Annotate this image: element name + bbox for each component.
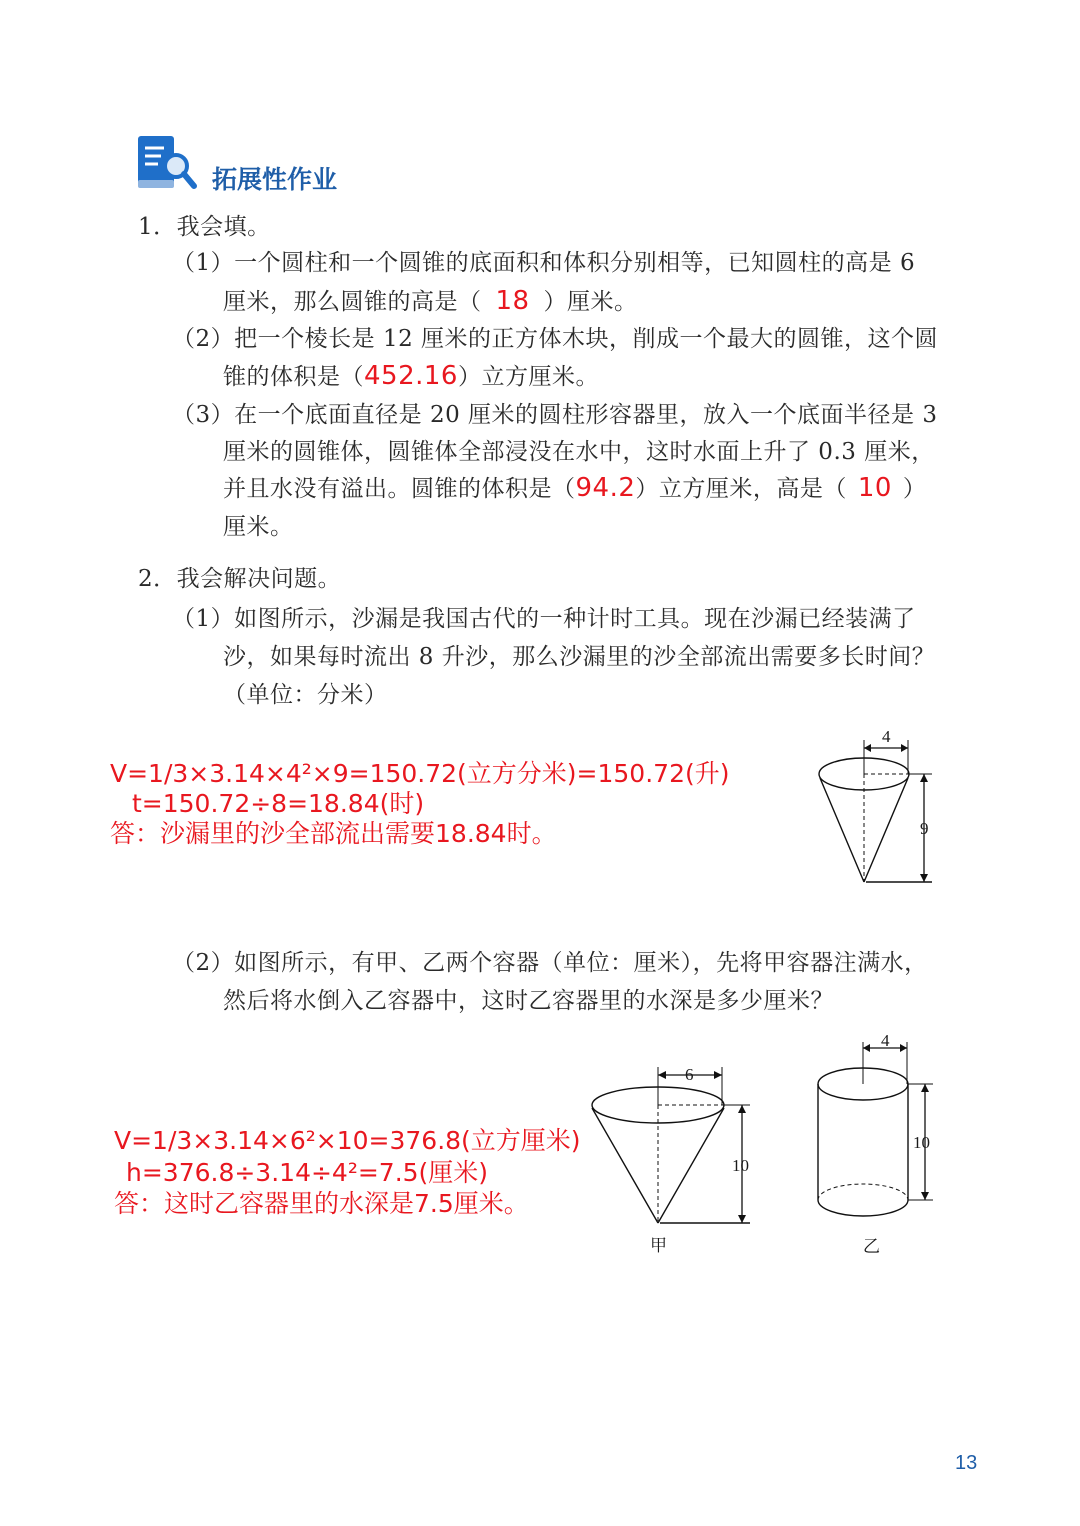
q1-2-answer: 452.16 [364, 361, 458, 391]
hourglass-cone-figure [810, 722, 950, 894]
container-b-radius-label: 4 [881, 1031, 890, 1050]
page-number: 13 [955, 1452, 978, 1474]
q1-2-line2-pre: 锥的体积是（ [223, 364, 364, 390]
q1-3-line3-post: ） [902, 476, 927, 502]
q2-1-line2: 沙，如果每时流出 8 升沙，那么沙漏里的沙全部流出需要多长时间？ [223, 644, 936, 670]
q1-3-answer2: 10 [857, 473, 892, 503]
q1-1-line1: （1）一个圆柱和一个圆锥的底面积和体积分别相等，已知圆柱的高是 6 [172, 250, 916, 276]
q2-1-line3: （单位：分米） [223, 682, 388, 708]
q2-1-calc1: V=1/3×3.14×4²×9=150.72(立方分米)=150.72(升) [110, 759, 730, 788]
container-a-label: 甲 [650, 1236, 667, 1255]
container-a-figure [582, 1055, 772, 1265]
cone-height-label: 9 [920, 819, 929, 838]
book-search-icon [134, 134, 198, 192]
section-title: 拓展性作业 [212, 165, 338, 194]
q1-1-line2-post: ）厘米。 [543, 289, 638, 315]
q1-2-line2 [223, 358, 599, 391]
q2-1-calc2: t=150.72÷8=18.84(时) [132, 789, 425, 818]
container-b-label: 乙 [863, 1237, 880, 1256]
q2-2-line2: 然后将水倒入乙容器中，这时乙容器里的水深是多少厘米？ [223, 988, 834, 1014]
q1-3-line3 [223, 470, 926, 503]
q1-1-line2 [223, 283, 638, 316]
container-b-height-label: 10 [913, 1133, 930, 1152]
q1-2-line2-post: ）立方厘米。 [457, 364, 599, 390]
q1-3-answer1: 94.2 [575, 473, 636, 503]
q1-3-line4: 厘米。 [223, 514, 294, 540]
q1-title: 1．我会填。 [138, 214, 271, 240]
container-a-radius-label: 6 [685, 1065, 694, 1084]
q2-2-calc2: h=376.8÷3.14÷4²=7.5(厘米) [126, 1158, 489, 1187]
q2-1-line1: （1）如图所示，沙漏是我国古代的一种计时工具。现在沙漏已经装满了 [172, 606, 916, 632]
q2-1-calc3: 答：沙漏里的沙全部流出需要18.84时。 [110, 819, 557, 848]
q1-2-line1: （2）把一个棱长是 12 厘米的正方体木块，削成一个最大的圆锥，这个圆 [172, 326, 939, 352]
q2-2-line1: （2）如图所示，有甲、乙两个容器（单位：厘米），先将甲容器注满水， [172, 950, 928, 976]
container-b-figure [805, 1028, 955, 1263]
q1-1-line2-pre: 厘米，那么圆锥的高是（ [223, 289, 482, 315]
q2-title: 2．我会解决问题。 [138, 566, 342, 592]
q1-3-line3-pre: 并且水没有溢出。圆锥的体积是（ [223, 476, 576, 502]
q1-3-line2: 厘米的圆锥体，圆锥体全部浸没在水中，这时水面上升了 0.3 厘米， [223, 439, 935, 465]
q1-3-line1: （3）在一个底面直径是 20 厘米的圆柱形容器里，放入一个底面半径是 3 [172, 402, 938, 428]
q2-2-calc3: 答：这时乙容器里的水深是7.5厘米。 [114, 1189, 529, 1218]
q1-1-answer: 18 [495, 286, 530, 316]
q2-2-calc1: V=1/3×3.14×6²×10=376.8(立方厘米) [114, 1126, 581, 1155]
cone-radius-label: 4 [882, 727, 891, 746]
container-a-height-label: 10 [732, 1156, 749, 1175]
q1-3-line3-mid: ）立方厘米，高是（ [635, 476, 847, 502]
